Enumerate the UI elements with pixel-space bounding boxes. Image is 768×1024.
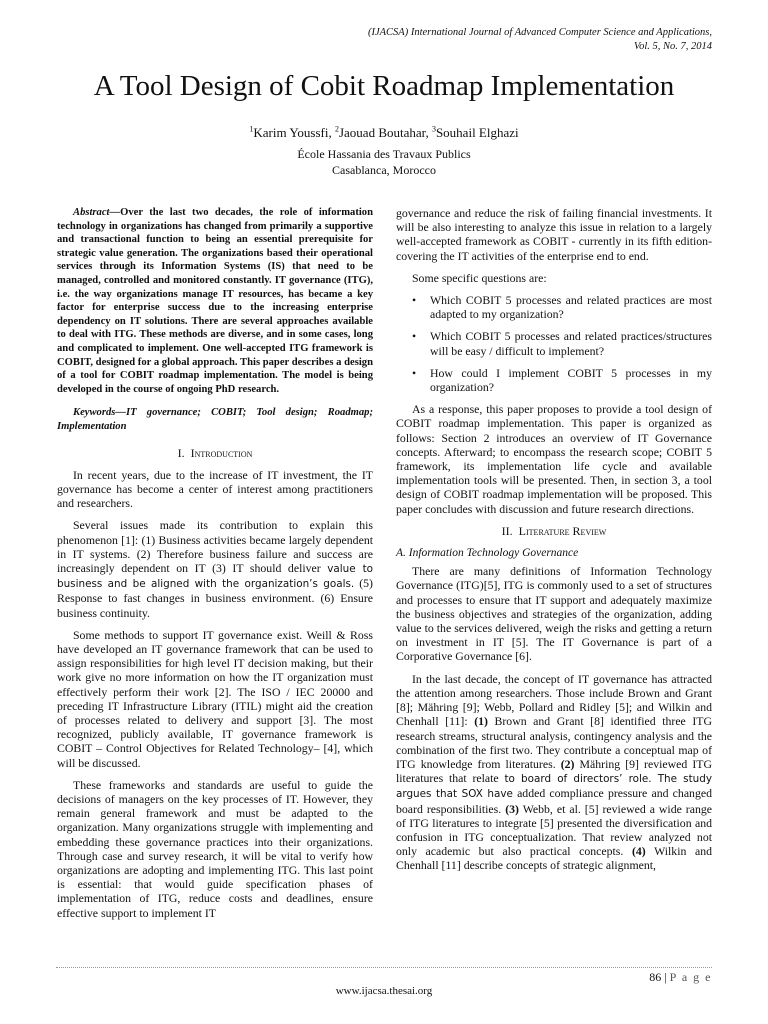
left-column [57,206,373,928]
section-number: II. [501,523,513,538]
affiliation-institution: École Hassania des Travaux Publics [297,147,471,161]
list-item-text: Which COBIT 5 processes and related practices are most adapted to my organization? [430,293,712,322]
bullet-icon: • [412,329,417,344]
section-heading-literature-review [396,524,712,538]
paragraph-text: Webb, et al. [5] reviewed a wide range of ITG literatures to integrate [5] presented the diversification and confusion in ITG conceptualization. That review analyzed not only academic but also practical concepts. [396,801,712,859]
paragraph: These frameworks and standards are useful to guide the decisions of managers on the key processes of IT. However, they remain general framework and must be adapted to the organization. Many organizations struggle with implementing and embedding these governance practices into their organizations. Through case and survey research, it will be vital to verify how organizations are adopting and implementing ITG. This last point is essential: that would guide specification phases of implementation of ITG, reduce costs and deadlines, ensure effective support to implement IT [57,777,373,920]
paragraph [396,672,712,873]
journal-header [212,26,712,54]
paragraph-text: added compliance pressure and changed board responsibilities. [396,786,712,816]
right-column [396,206,712,881]
paragraph-text-alt-font: value to business and be aligned with the organization’s goals. [57,562,373,591]
author-affil-mark: 2 [334,124,339,134]
abstract-label: Abstract— [73,207,121,218]
journal-website: www.ijacsa.thesai.org [335,985,433,997]
paragraph: Some specific questions are: [412,270,547,285]
enum-marker: (1) [474,714,488,729]
enum-marker: (4) [631,844,646,859]
author-name: Jaouad Boutahar, [338,125,432,140]
paragraph-text: Several issues made its contribution to explain this phenomenon [1]: (1) Business activities became largely dependent in IT systems. (2) Therefore business failure and success are increasingly dependent on IT (3) IT should deliver [57,518,373,575]
page-number-value: 86 [649,970,662,984]
page-label: P a g e [669,970,712,984]
paragraph: There are many definitions of Information Technology Governance (ITG)[5], ITG is commonly used to a set of structures and processes to ensure that IT support and adequately maximize the business objectives and strategies of the organization, adding value to the services delivered, weigh the risks and getting a return on investment in IT [5]. The IT Governance is part of a Corporative Governance [6]. [396,564,712,664]
paragraph-text-alt-font: to board of directors’ role. The study argues that SOX have [396,773,712,801]
section-number: I. [177,445,185,460]
subsection-heading: A. Information Technology Governance [396,547,579,560]
bullet-icon: • [412,293,417,308]
page-number [649,970,712,985]
affiliation-city: Casablanca, Morocco [332,163,436,177]
paragraph-text: Wilkin and Chenhall [11] describe concepts of strategic alignment, [396,844,712,873]
abstract-text: Over the last two decades, the role of information technology in organizations has changed from primarily a supportive and transactional function to being an essential prerequisite for strategic value generation. The organizations based their operational services through its Information Systems (IS) that need to be managed, controlled and monitored constantly. IT governance (ITG), i.e. the way organizations manage IT resources, has became a key factor for enterprise success due to the increasing enterprise dependency on IT solutions. There are several approaches available to deal with ITG. These methods are diverse, and in some cases, long and complicated to implement. One well-accepted ITG framework is COBIT, designed for a global approach. This paper describes a design of a tool for COBIT roadmap implementation. The model is being developed in the course of ongoing PhD research. [57,207,373,395]
journal-volume: Vol. 5, No. 7, 2014 [633,41,712,52]
journal-name: (IJACSA) International Journal of Advanced Computer Science and Applications, [367,27,712,38]
section-heading-introduction [57,446,373,460]
author-name: Souhail Elghazi [435,125,519,140]
footer-divider [56,967,712,968]
author-affil-mark: 1 [249,124,254,134]
author-list [40,125,728,141]
list-item [396,293,712,321]
paragraph-text: Mähring [9] reviewed ITG literatures that relate [396,756,712,786]
author-affil-mark: 3 [431,124,436,134]
bullet-icon: • [412,365,417,380]
author-name: Karim Youssfi, [253,125,335,140]
list-item [396,329,712,357]
affiliation [40,146,728,178]
question-list [396,293,712,394]
section-title: Literature Review [518,523,607,538]
enum-marker: (2) [560,756,575,771]
list-item-text: Which COBIT 5 processes and related practices/structures will be easy / difficult to implement? [430,329,712,358]
paragraph: As a response, this paper proposes to provide a tool design of COBIT roadmap implementation. This paper is organized as follows: Section 2 introduces an overview of IT Governance concepts. Afterward; to encompass the research scope; COBIT 5 framework, its implementation life cycle and available implementation tools will be presented. Then, in section 3, a tool design of COBIT roadmap implementation will be proposed. This paper concludes with discussion and future research directions. [396,402,712,516]
paragraph-text: Brown and Grant [8] identified three ITG research streams, structural analysis, contingency analysis and the combination of the first two. They contribute a conceptual map of ITG knowledge from literatures. [396,714,712,771]
paragraph: In recent years, due to the increase of IT investment, the IT governance has become a center of interest among practitioners and researchers. [57,467,373,511]
paragraph-text: (5) Response to fast changes in business environment. (6) Ensure business continuity. [57,576,373,620]
list-item [396,366,712,394]
paragraph: Some methods to support IT governance exist. Weill & Ross have developed an IT governance framework that can be used to assign responsibilities for high level IT decision making, but their work give no more information on how the IT organization must effectively perform their work [2]. The ISO / IEC 20000 and preceding IT Infrastructure Library (ITIL) might aid the creation of processes related to delivery and support [3]. The most recognized, publicly available, IT governance framework is COBIT – Control Objectives for Related Technology– [4], which will be discussed. [57,627,373,770]
paragraph: governance and reduce the risk of failing financial investments. It will be also interesting to analyze this issue in relation to a largely well-accepted framework as COBIT - currently in its fifth edition- covering the IT activities of the enterprise end to end. [396,206,712,263]
paragraph [57,518,373,619]
abstract [57,206,373,396]
keywords: Keywords—IT governance; COBIT; Tool design; Roadmap; Implementation [57,407,373,432]
paragraph-text: In the last decade, the concept of IT governance has attracted the attention among researchers. Those include Brown and Grant [8]; Mähring [9]; Webb, Pollard and Ridley [5]; and Wilkin and Chenhall [11]: [396,671,712,729]
list-item-text: How could I implement COBIT 5 processes in my organization? [430,365,712,395]
section-title: Introduction [190,445,253,460]
paper-title: A Tool Design of Cobit Roadmap Implementation [93,70,675,102]
enum-marker: (3) [505,801,519,816]
page-number-separator: | [661,970,670,984]
